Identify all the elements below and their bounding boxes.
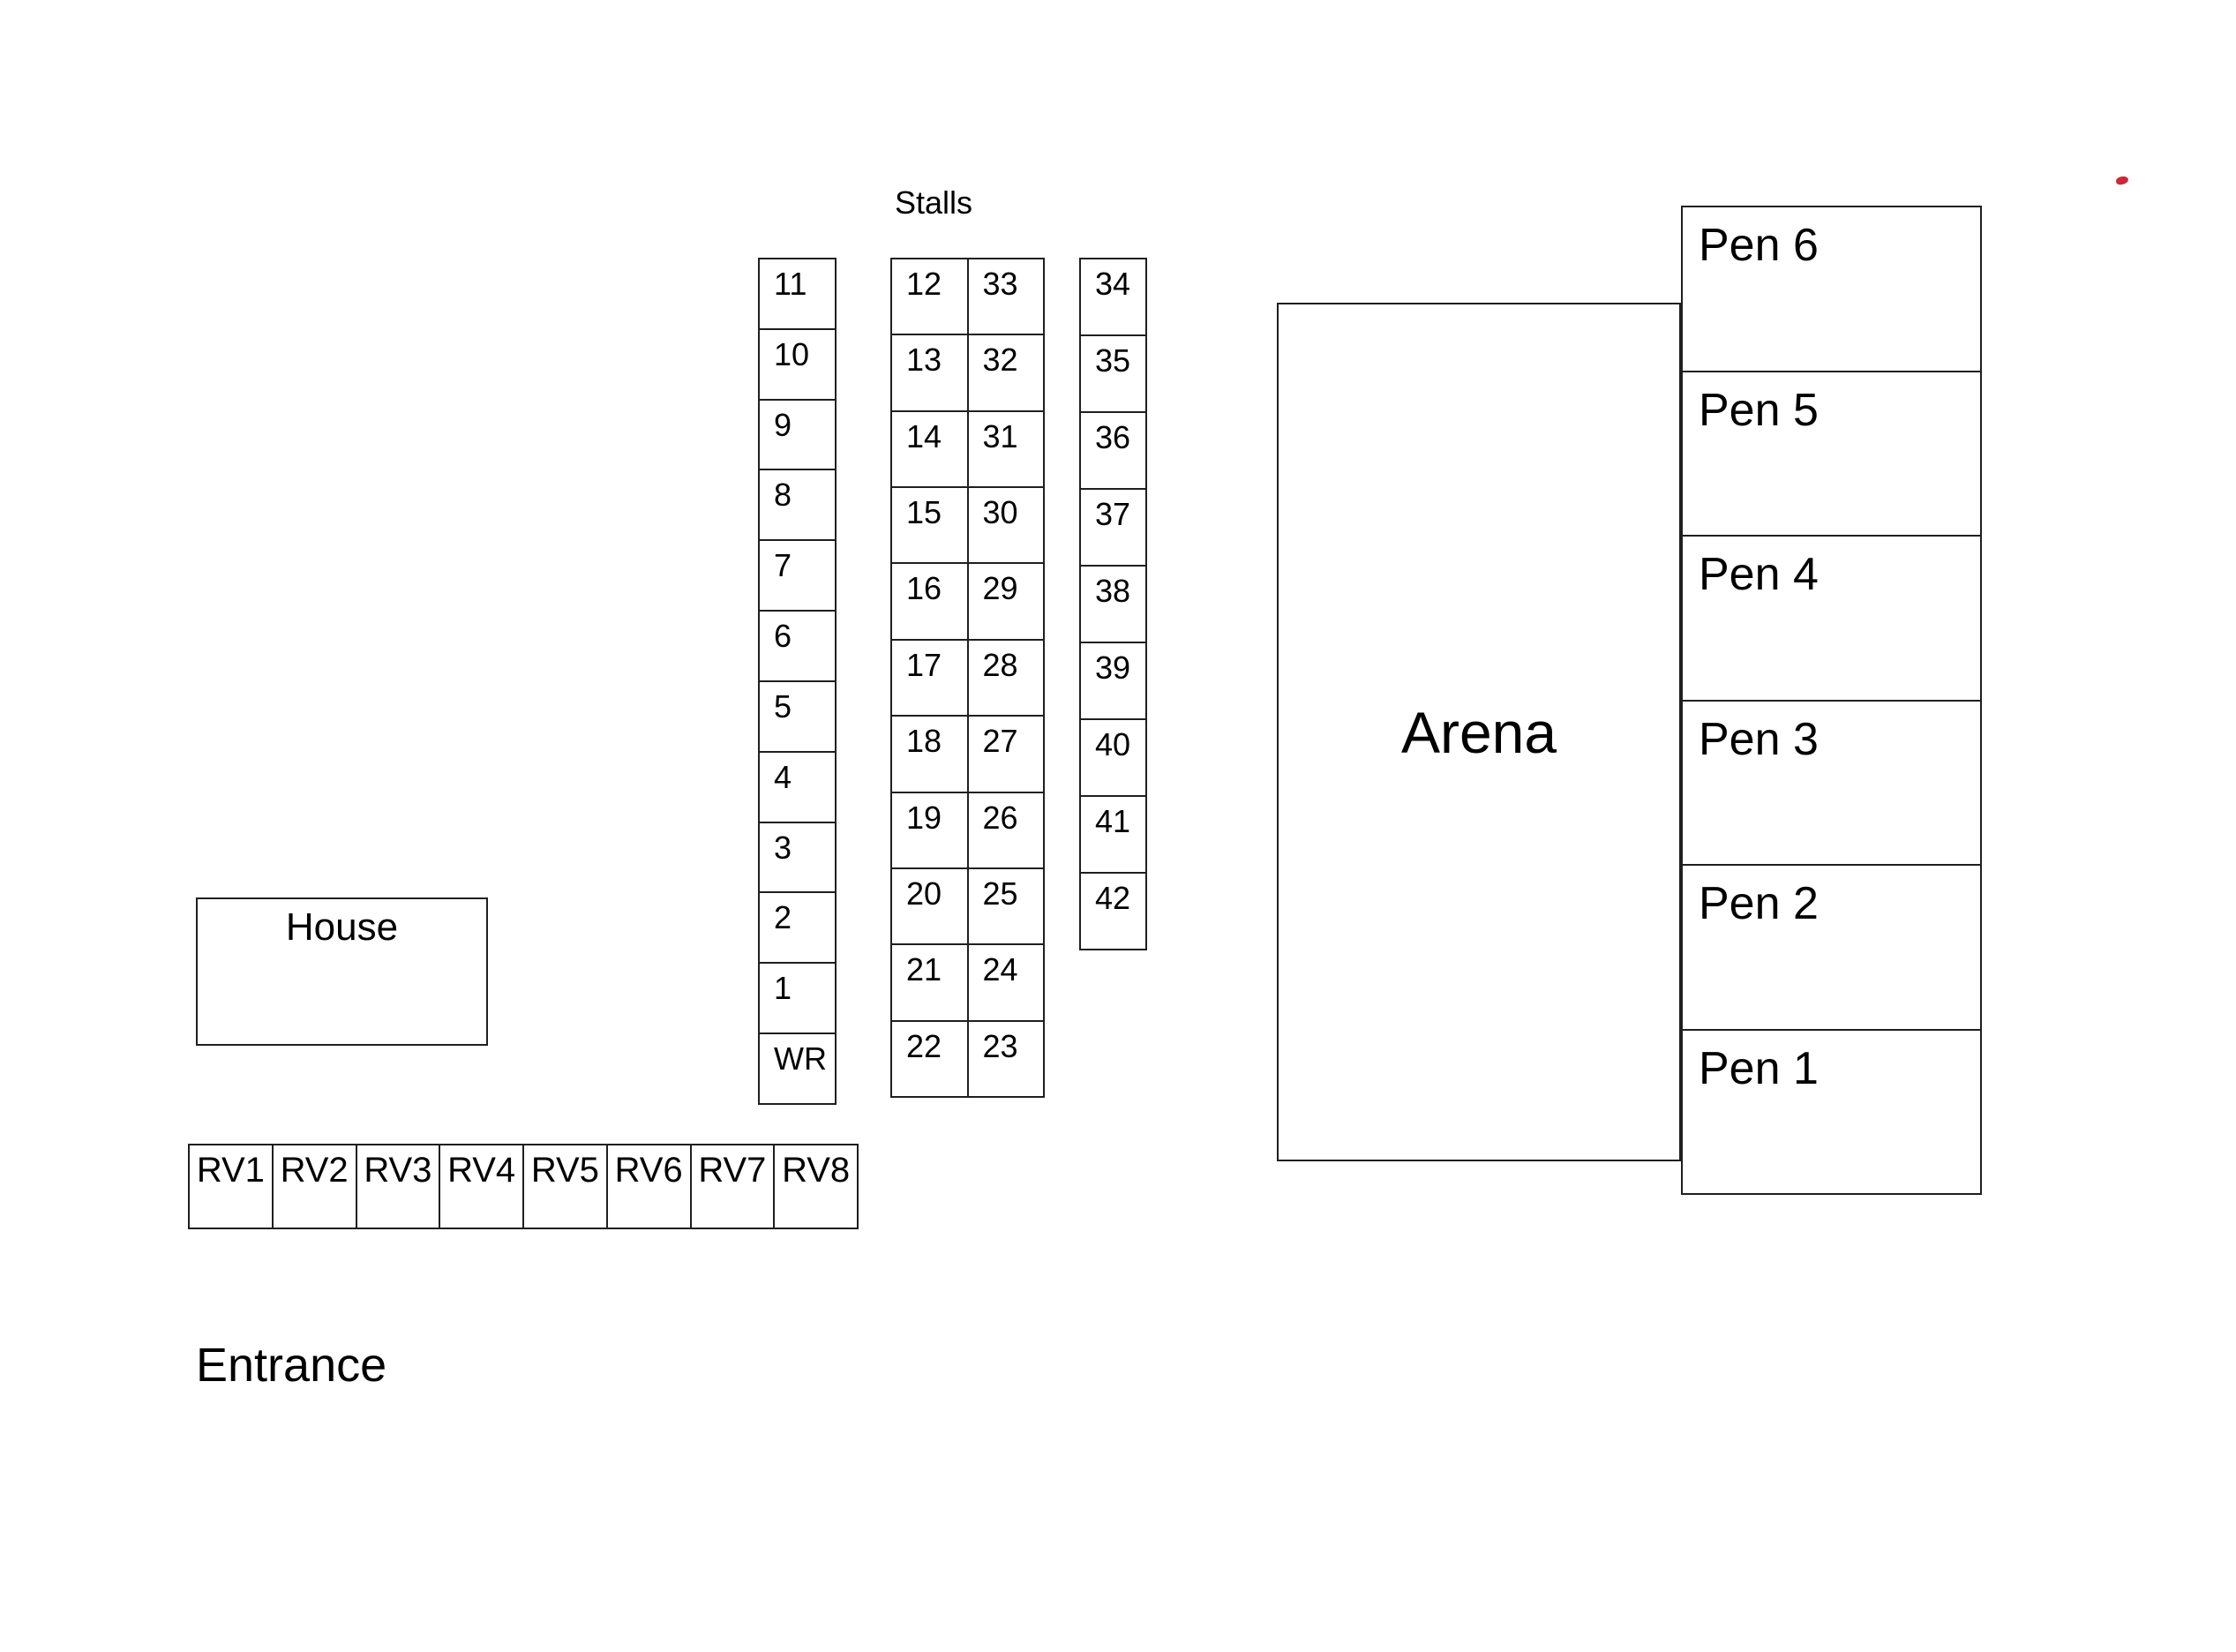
stall-cell: 4 bbox=[760, 753, 835, 823]
stall-cell: 9 bbox=[760, 401, 835, 471]
stall-cell: 10 bbox=[760, 330, 835, 401]
rv-row bbox=[188, 1144, 859, 1229]
stall-cell: 35 bbox=[1081, 336, 1145, 413]
house-box bbox=[196, 897, 488, 1046]
stall-subcolumn-front bbox=[892, 259, 969, 1096]
stall-cell: 23 bbox=[982, 1027, 1018, 1064]
stalls-title: Stalls bbox=[894, 184, 973, 221]
pen-cell: Pen 3 bbox=[1683, 702, 1980, 867]
stall-cell: 27 bbox=[969, 717, 1044, 792]
rv-cell: RV8 bbox=[782, 1151, 851, 1190]
stall-cell: 15 bbox=[892, 488, 967, 564]
arena-label: Arena bbox=[1400, 699, 1557, 765]
stall-cell: 30 bbox=[969, 488, 1044, 564]
arena-box bbox=[1277, 303, 1681, 1161]
stall-column-right bbox=[1079, 258, 1147, 950]
stall-cell: 39 bbox=[1081, 643, 1145, 720]
stall-cell: 12 bbox=[892, 259, 967, 335]
stall-cell: 33 bbox=[969, 259, 1044, 335]
stall-cell: 2 bbox=[760, 893, 835, 964]
stall-cell: WR bbox=[774, 1040, 827, 1078]
stall-cell: 7 bbox=[760, 541, 835, 612]
rv-cell: RV5 bbox=[524, 1145, 608, 1228]
rv-cell: RV2 bbox=[274, 1145, 357, 1228]
stall-cell: 28 bbox=[969, 641, 1044, 717]
stall-cell: 5 bbox=[760, 682, 835, 753]
pens-column bbox=[1681, 206, 1982, 1195]
stall-cell: 42 bbox=[1095, 880, 1131, 916]
stall-cell: 14 bbox=[892, 412, 967, 488]
stall-cell: 31 bbox=[969, 412, 1044, 488]
stall-cell: 32 bbox=[969, 335, 1044, 411]
stall-cell: 17 bbox=[892, 641, 967, 717]
pen-cell: Pen 4 bbox=[1683, 537, 1980, 702]
rv-cell: RV4 bbox=[440, 1145, 524, 1228]
stall-column-middle bbox=[890, 258, 1045, 1098]
stall-cell: 20 bbox=[892, 869, 967, 945]
stall-cell: 1 bbox=[760, 964, 835, 1034]
rv-cell: RV7 bbox=[692, 1145, 776, 1228]
stall-cell: 25 bbox=[969, 869, 1044, 945]
stall-cell: 34 bbox=[1081, 259, 1145, 336]
pen-cell: Pen 2 bbox=[1683, 866, 1980, 1031]
red-mark bbox=[2115, 176, 2129, 186]
stall-cell: 36 bbox=[1081, 413, 1145, 490]
stall-cell: 29 bbox=[969, 564, 1044, 640]
rv-cell: RV3 bbox=[357, 1145, 441, 1228]
entrance-label: Entrance bbox=[196, 1339, 387, 1392]
pen-cell: Pen 1 bbox=[1699, 1042, 1819, 1094]
stall-cell: 22 bbox=[906, 1027, 942, 1064]
stall-cell: 3 bbox=[760, 823, 835, 894]
stall-cell: 6 bbox=[760, 612, 835, 682]
stall-subcolumn-back bbox=[969, 259, 1044, 1096]
stall-cell: 40 bbox=[1081, 720, 1145, 797]
stall-cell: 13 bbox=[892, 335, 967, 411]
stall-cell: 19 bbox=[892, 793, 967, 869]
stall-cell: 11 bbox=[760, 259, 835, 330]
stall-cell: 24 bbox=[969, 945, 1044, 1021]
stall-cell: 8 bbox=[760, 470, 835, 541]
stall-cell: 18 bbox=[892, 717, 967, 792]
stall-cell: 16 bbox=[892, 564, 967, 640]
stall-cell: 41 bbox=[1081, 797, 1145, 874]
house-label: House bbox=[285, 905, 399, 949]
stall-cell: 37 bbox=[1081, 490, 1145, 567]
rv-cell: RV1 bbox=[190, 1145, 274, 1228]
stall-column-left bbox=[758, 258, 837, 1105]
stall-cell: 26 bbox=[969, 793, 1044, 869]
stall-cell: 21 bbox=[892, 945, 967, 1021]
rv-cell: RV6 bbox=[608, 1145, 692, 1228]
pen-cell: Pen 5 bbox=[1683, 372, 1980, 537]
pen-cell: Pen 6 bbox=[1683, 207, 1980, 372]
stall-cell: 38 bbox=[1081, 567, 1145, 643]
